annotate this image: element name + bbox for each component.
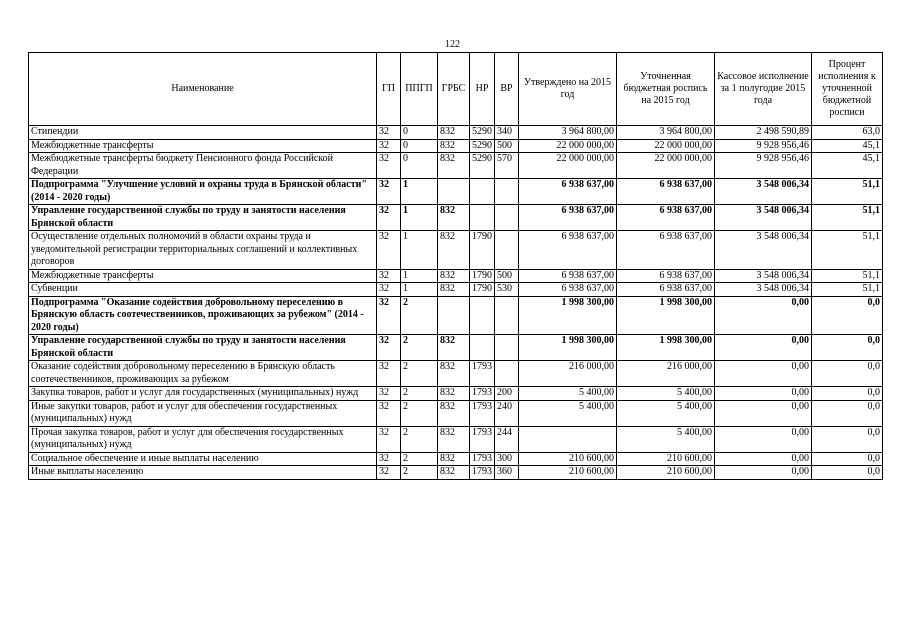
cell-percent: 51,1 (812, 205, 883, 231)
cell-vr: 360 (495, 466, 519, 480)
cell-cash: 3 548 006,34 (715, 269, 812, 283)
cell-approved: 6 938 637,00 (519, 269, 617, 283)
cell-cash: 9 928 956,46 (715, 139, 812, 153)
cell-grbs: 832 (438, 361, 470, 387)
cell-vr: 240 (495, 400, 519, 426)
cell-name: Иные выплаты населению (29, 466, 377, 480)
cell-gp: 32 (377, 296, 401, 335)
cell-approved: 1 998 300,00 (519, 335, 617, 361)
col-header-percent: Процент исполнения к уточненной бюджетной росписи (812, 53, 883, 126)
cell-percent: 51,1 (812, 231, 883, 270)
cell-ppgp: 2 (401, 335, 438, 361)
cell-revised: 6 938 637,00 (617, 231, 715, 270)
cell-name: Закупка товаров, работ и услуг для государственных (муниципальных) нужд (29, 387, 377, 401)
cell-nr: 1790 (470, 269, 495, 283)
cell-nr: 1793 (470, 387, 495, 401)
cell-cash: 0,00 (715, 387, 812, 401)
cell-cash: 9 928 956,46 (715, 153, 812, 179)
cell-approved: 3 964 800,00 (519, 126, 617, 140)
col-header-nr: НР (470, 53, 495, 126)
cell-ppgp: 1 (401, 205, 438, 231)
cell-gp: 32 (377, 452, 401, 466)
table-row (29, 466, 883, 480)
cell-ppgp: 2 (401, 452, 438, 466)
cell-nr (470, 335, 495, 361)
cell-grbs: 832 (438, 400, 470, 426)
cell-name: Иные закупки товаров, работ и услуг для обеспечения государственных (муниципальных) нужд (29, 400, 377, 426)
cell-vr (495, 179, 519, 205)
cell-gp: 32 (377, 153, 401, 179)
table-row (29, 269, 883, 283)
cell-percent: 51,1 (812, 283, 883, 297)
cell-name: Межбюджетные трансферты (29, 139, 377, 153)
cell-vr: 530 (495, 283, 519, 297)
cell-cash: 2 498 590,89 (715, 126, 812, 140)
cell-revised: 210 600,00 (617, 466, 715, 480)
cell-nr (470, 205, 495, 231)
cell-gp: 32 (377, 283, 401, 297)
cell-approved: 22 000 000,00 (519, 139, 617, 153)
cell-nr: 1790 (470, 231, 495, 270)
cell-cash: 0,00 (715, 400, 812, 426)
cell-grbs: 832 (438, 153, 470, 179)
cell-ppgp: 2 (401, 387, 438, 401)
table-row (29, 153, 883, 179)
cell-nr (470, 296, 495, 335)
cell-vr (495, 231, 519, 270)
cell-nr: 5290 (470, 139, 495, 153)
cell-nr: 1790 (470, 283, 495, 297)
cell-gp: 32 (377, 126, 401, 140)
cell-vr: 500 (495, 139, 519, 153)
budget-table (28, 52, 883, 480)
col-header-ppgp: ППГП (401, 53, 438, 126)
page-number: 122 (445, 39, 460, 50)
cell-percent: 0,0 (812, 361, 883, 387)
cell-percent: 51,1 (812, 179, 883, 205)
cell-grbs: 832 (438, 452, 470, 466)
cell-revised: 22 000 000,00 (617, 153, 715, 179)
cell-revised: 1 998 300,00 (617, 335, 715, 361)
cell-nr: 1793 (470, 361, 495, 387)
table-row (29, 283, 883, 297)
cell-revised: 6 938 637,00 (617, 283, 715, 297)
cell-grbs: 832 (438, 231, 470, 270)
cell-vr (495, 296, 519, 335)
cell-nr: 1793 (470, 426, 495, 452)
cell-vr: 300 (495, 452, 519, 466)
cell-approved: 5 400,00 (519, 387, 617, 401)
cell-percent: 0,0 (812, 466, 883, 480)
cell-approved: 22 000 000,00 (519, 153, 617, 179)
cell-grbs: 832 (438, 335, 470, 361)
cell-name: Подпрограмма "Оказание содействия добровольному переселению в Брянскую область соотечественников, проживающих за рубежом" (2014 - 2020 годы) (29, 296, 377, 335)
cell-nr: 5290 (470, 126, 495, 140)
cell-cash: 0,00 (715, 296, 812, 335)
cell-vr: 244 (495, 426, 519, 452)
col-header-name: Наименование (29, 53, 377, 126)
cell-nr: 1793 (470, 452, 495, 466)
cell-ppgp: 1 (401, 179, 438, 205)
cell-gp: 32 (377, 361, 401, 387)
cell-gp: 32 (377, 205, 401, 231)
cell-percent: 0,0 (812, 335, 883, 361)
cell-gp: 32 (377, 179, 401, 205)
cell-nr (470, 179, 495, 205)
cell-approved (519, 426, 617, 452)
cell-name: Управление государственной службы по труду и занятости населения Брянской области (29, 205, 377, 231)
cell-vr: 500 (495, 269, 519, 283)
cell-vr (495, 361, 519, 387)
cell-vr (495, 335, 519, 361)
cell-gp: 32 (377, 387, 401, 401)
table-header-row (29, 53, 883, 126)
cell-revised: 5 400,00 (617, 387, 715, 401)
cell-nr: 1793 (470, 400, 495, 426)
cell-ppgp: 1 (401, 283, 438, 297)
cell-grbs: 832 (438, 205, 470, 231)
cell-percent: 0,0 (812, 387, 883, 401)
cell-vr: 200 (495, 387, 519, 401)
table-body (29, 126, 883, 480)
cell-ppgp: 0 (401, 139, 438, 153)
cell-cash: 0,00 (715, 452, 812, 466)
cell-revised: 1 998 300,00 (617, 296, 715, 335)
cell-revised: 22 000 000,00 (617, 139, 715, 153)
cell-grbs: 832 (438, 139, 470, 153)
cell-revised: 6 938 637,00 (617, 179, 715, 205)
cell-ppgp: 1 (401, 231, 438, 270)
cell-cash: 0,00 (715, 335, 812, 361)
cell-percent: 63,0 (812, 126, 883, 140)
cell-revised: 6 938 637,00 (617, 269, 715, 283)
cell-revised: 5 400,00 (617, 426, 715, 452)
cell-vr: 570 (495, 153, 519, 179)
cell-cash: 3 548 006,34 (715, 205, 812, 231)
cell-ppgp: 1 (401, 269, 438, 283)
cell-cash: 0,00 (715, 466, 812, 480)
cell-revised: 210 600,00 (617, 452, 715, 466)
table-row (29, 452, 883, 466)
cell-grbs: 832 (438, 426, 470, 452)
table-row (29, 387, 883, 401)
cell-percent: 0,0 (812, 426, 883, 452)
cell-nr: 1793 (470, 466, 495, 480)
cell-cash: 3 548 006,34 (715, 231, 812, 270)
cell-approved: 6 938 637,00 (519, 283, 617, 297)
col-header-cash: Кассовое исполнение за 1 полугодие 2015 года (715, 53, 812, 126)
cell-approved: 6 938 637,00 (519, 231, 617, 270)
cell-approved: 210 600,00 (519, 452, 617, 466)
cell-percent: 0,0 (812, 296, 883, 335)
cell-name: Межбюджетные трансферты (29, 269, 377, 283)
table-row (29, 296, 883, 335)
cell-cash: 3 548 006,34 (715, 283, 812, 297)
cell-name: Межбюджетные трансферты бюджету Пенсионного фонда Российской Федерации (29, 153, 377, 179)
cell-ppgp: 2 (401, 296, 438, 335)
cell-gp: 32 (377, 466, 401, 480)
col-header-grbs: ГРБС (438, 53, 470, 126)
table-row (29, 126, 883, 140)
cell-cash: 0,00 (715, 426, 812, 452)
table-row (29, 179, 883, 205)
cell-nr: 5290 (470, 153, 495, 179)
table-row (29, 231, 883, 270)
cell-grbs: 832 (438, 466, 470, 480)
cell-cash: 3 548 006,34 (715, 179, 812, 205)
cell-percent: 0,0 (812, 400, 883, 426)
cell-grbs (438, 179, 470, 205)
cell-name: Осуществление отдельных полномочий в области охраны труда и уведомительной регистрации территориальных соглашений и коллективных договоров (29, 231, 377, 270)
cell-approved: 6 938 637,00 (519, 205, 617, 231)
cell-name: Подпрограмма "Улучшение условий и охраны труда в Брянской области" (2014 - 2020 годы) (29, 179, 377, 205)
cell-percent: 0,0 (812, 452, 883, 466)
table-row (29, 361, 883, 387)
cell-revised: 3 964 800,00 (617, 126, 715, 140)
col-header-vr: ВР (495, 53, 519, 126)
cell-grbs: 832 (438, 283, 470, 297)
cell-ppgp: 2 (401, 361, 438, 387)
cell-name: Прочая закупка товаров, работ и услуг для обеспечения государственных (муниципальных) нужд (29, 426, 377, 452)
cell-grbs: 832 (438, 126, 470, 140)
table-row (29, 335, 883, 361)
cell-ppgp: 2 (401, 426, 438, 452)
cell-cash: 0,00 (715, 361, 812, 387)
cell-ppgp: 2 (401, 466, 438, 480)
cell-name: Управление государственной службы по труду и занятости населения Брянской области (29, 335, 377, 361)
cell-approved: 210 600,00 (519, 466, 617, 480)
cell-name: Оказание содействия добровольному переселению в Брянскую область соотечественников, проживающих за рубежом (29, 361, 377, 387)
cell-revised: 5 400,00 (617, 400, 715, 426)
cell-gp: 32 (377, 269, 401, 283)
cell-ppgp: 2 (401, 400, 438, 426)
cell-grbs: 832 (438, 387, 470, 401)
cell-name: Социальное обеспечение и иные выплаты населению (29, 452, 377, 466)
table-row (29, 139, 883, 153)
cell-vr: 340 (495, 126, 519, 140)
table-row (29, 426, 883, 452)
cell-approved: 6 938 637,00 (519, 179, 617, 205)
cell-revised: 216 000,00 (617, 361, 715, 387)
cell-percent: 45,1 (812, 153, 883, 179)
cell-name: Субвенции (29, 283, 377, 297)
cell-revised: 6 938 637,00 (617, 205, 715, 231)
cell-percent: 45,1 (812, 139, 883, 153)
cell-approved: 5 400,00 (519, 400, 617, 426)
cell-ppgp: 0 (401, 126, 438, 140)
cell-name: Стипендии (29, 126, 377, 140)
col-header-approved: Утверждено на 2015 год (519, 53, 617, 126)
cell-approved: 216 000,00 (519, 361, 617, 387)
cell-gp: 32 (377, 400, 401, 426)
cell-gp: 32 (377, 426, 401, 452)
col-header-revised: Уточненная бюджетная роспись на 2015 год (617, 53, 715, 126)
cell-ppgp: 0 (401, 153, 438, 179)
cell-gp: 32 (377, 139, 401, 153)
cell-approved: 1 998 300,00 (519, 296, 617, 335)
col-header-gp: ГП (377, 53, 401, 126)
cell-percent: 51,1 (812, 269, 883, 283)
table-row (29, 205, 883, 231)
cell-vr (495, 205, 519, 231)
cell-grbs: 832 (438, 269, 470, 283)
cell-gp: 32 (377, 335, 401, 361)
cell-gp: 32 (377, 231, 401, 270)
cell-grbs (438, 296, 470, 335)
table-row (29, 400, 883, 426)
